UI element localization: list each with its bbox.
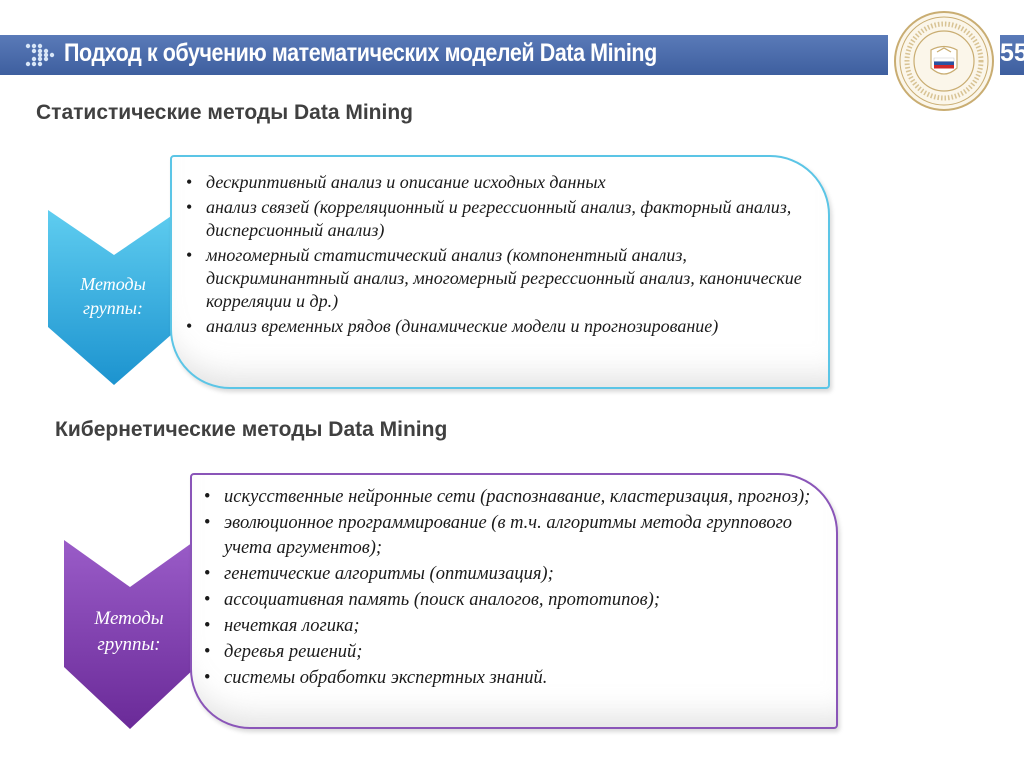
statistical-methods-list bbox=[184, 171, 809, 340]
section-title-cybernetic: Кибернетические методы Data Mining bbox=[55, 418, 448, 441]
page-number: 55 bbox=[1000, 39, 1028, 67]
page-title: Подход к обучению математических моделей Data Mining bbox=[64, 39, 657, 67]
list-item: • многомерный статистический анализ (компонентный анализ, дискриминантный анализ, многомерный регрессионный анализ, канонические корреляции и др.) bbox=[184, 244, 809, 313]
list-item: • искусственные нейронные сети (распознавание, кластеризация, прогноз); bbox=[202, 485, 830, 510]
list-item: • дескриптивный анализ и описание исходных данных bbox=[184, 171, 809, 194]
list-item: • деревья решений; bbox=[202, 640, 830, 665]
dot-grid-arrow-icon bbox=[24, 42, 58, 68]
university-seal-icon bbox=[893, 10, 995, 112]
chevron-label-statistical: Методы группы: bbox=[80, 274, 146, 318]
list-item: • анализ временных рядов (динамические модели и прогнозирование) bbox=[184, 315, 809, 338]
list-item: • ассоциативная память (поиск аналогов, прототипов); bbox=[202, 588, 830, 613]
list-item: • эволюционное программирование (в т.ч. алгоритмы метода группового учета аргументов); bbox=[202, 511, 830, 561]
list-item: • анализ связей (корреляционный и регрессионный анализ, факторный анализ, дисперсионный анализ) bbox=[184, 196, 809, 242]
list-item: • системы обработки экспертных знаний. bbox=[202, 666, 830, 691]
cybernetic-methods-list bbox=[202, 485, 830, 692]
chevron-label-cybernetic: Методы группы: bbox=[94, 608, 164, 655]
statistical-methods-box bbox=[170, 155, 830, 389]
cybernetic-methods-box bbox=[190, 473, 838, 729]
section-title-statistical: Статистические методы Data Mining bbox=[36, 101, 413, 124]
list-item: • генетические алгоритмы (оптимизация); bbox=[202, 562, 830, 587]
list-item: • нечеткая логика; bbox=[202, 614, 830, 639]
